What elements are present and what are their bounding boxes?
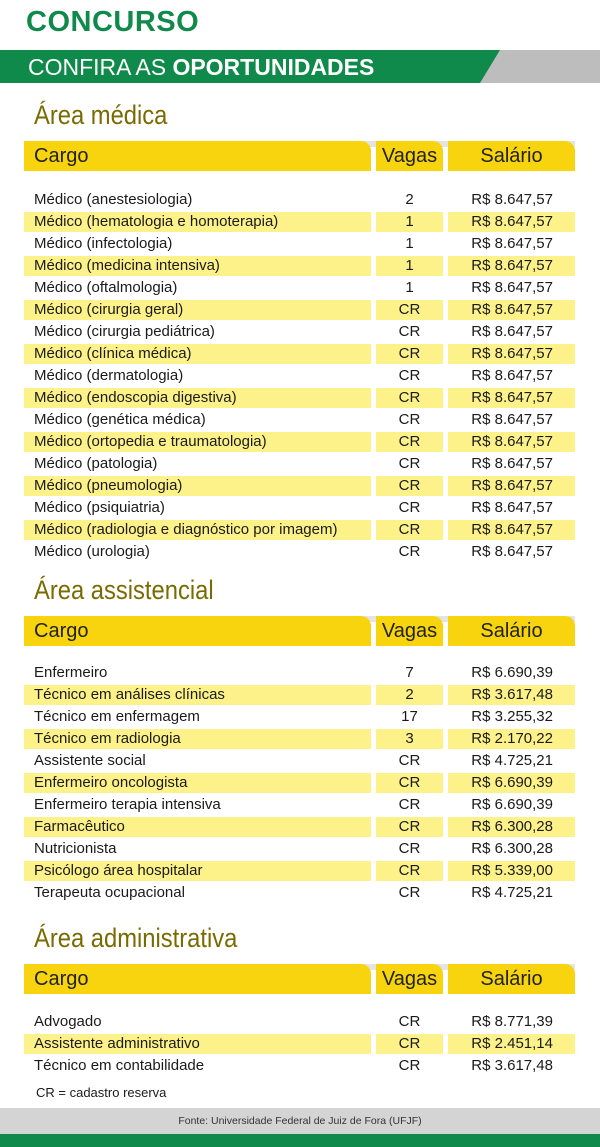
cell-salario: R$ 8.647,57 xyxy=(471,279,553,296)
cell-cargo: Médico (oftalmologia) xyxy=(34,279,178,296)
cell-salario: R$ 3.617,48 xyxy=(471,686,553,703)
table-rows xyxy=(24,189,575,563)
banner xyxy=(0,50,600,83)
cell-vagas: CR xyxy=(398,1013,421,1030)
cell-vagas: CR xyxy=(398,884,421,901)
table-row xyxy=(24,684,575,706)
cell-cargo: Assistente social xyxy=(34,752,146,769)
cell-salario: R$ 8.647,57 xyxy=(471,323,553,340)
cell-cargo: Técnico em radiologia xyxy=(34,730,181,747)
cell-vagas: 1 xyxy=(405,213,414,230)
cell-vagas: CR xyxy=(398,818,421,835)
cell-salario: R$ 8.647,57 xyxy=(471,455,553,472)
cell-salario: R$ 8.647,57 xyxy=(471,521,553,538)
table-rows xyxy=(24,662,575,904)
cell-cargo: Nutricionista xyxy=(34,840,117,857)
table-row xyxy=(24,321,575,343)
cell-vagas: CR xyxy=(398,774,421,791)
cell-vagas: 7 xyxy=(405,664,414,681)
cell-cargo: Médico (anestesiologia) xyxy=(34,191,193,208)
cell-vagas: 1 xyxy=(405,257,414,274)
cell-vagas: 3 xyxy=(405,730,414,747)
cell-cargo: Médico (patologia) xyxy=(34,455,158,472)
column-header-salario: Salário xyxy=(448,141,575,171)
table-row xyxy=(24,497,575,519)
cell-cargo: Médico (infectologia) xyxy=(34,235,173,252)
table-row xyxy=(24,233,575,255)
cell-salario: R$ 8.771,39 xyxy=(471,1013,553,1030)
cell-cargo: Médico (cirurgia geral) xyxy=(34,301,184,318)
column-header-cargo: Cargo xyxy=(24,141,371,171)
table-row xyxy=(24,189,575,211)
cell-salario: R$ 2.451,14 xyxy=(471,1035,553,1052)
cell-cargo: Médico (urologia) xyxy=(34,543,150,560)
footer xyxy=(0,1108,600,1134)
column-header-salario: Salário xyxy=(448,616,575,646)
table-row xyxy=(24,541,575,563)
cell-vagas: CR xyxy=(398,499,421,516)
table-row xyxy=(24,816,575,838)
cell-cargo: Terapeuta ocupacional xyxy=(34,884,185,901)
cell-salario: R$ 8.647,57 xyxy=(471,499,553,516)
cell-vagas: CR xyxy=(398,323,421,340)
cell-salario: R$ 6.690,39 xyxy=(471,774,553,791)
cell-cargo: Enfermeiro xyxy=(34,664,108,681)
table-row xyxy=(24,211,575,233)
cell-salario: R$ 3.617,48 xyxy=(471,1057,553,1074)
cell-vagas: 2 xyxy=(405,191,414,208)
cell-salario: R$ 8.647,57 xyxy=(471,301,553,318)
table-row xyxy=(24,838,575,860)
table-rows xyxy=(24,1011,575,1077)
cell-vagas: 17 xyxy=(401,708,418,725)
cell-salario: R$ 8.647,57 xyxy=(471,389,553,406)
cell-salario: R$ 6.300,28 xyxy=(471,818,553,835)
cell-salario: R$ 3.255,32 xyxy=(471,708,553,725)
cell-salario: R$ 6.690,39 xyxy=(471,664,553,681)
section-title: Área médica xyxy=(34,100,168,130)
table-row xyxy=(24,1011,575,1033)
table-row xyxy=(24,343,575,365)
cell-cargo: Técnico em enfermagem xyxy=(34,708,200,725)
table-row xyxy=(24,431,575,453)
cell-cargo: Médico (ortopedia e traumatologia) xyxy=(34,433,267,450)
cell-salario: R$ 2.170,22 xyxy=(471,730,553,747)
cell-cargo: Farmacêutico xyxy=(34,818,125,835)
column-header-cargo: Cargo xyxy=(24,964,371,994)
banner-prefix: CONFIRA AS xyxy=(28,54,173,80)
cell-salario: R$ 8.647,57 xyxy=(471,257,553,274)
table-row xyxy=(24,387,575,409)
cell-vagas: CR xyxy=(398,796,421,813)
cell-salario: R$ 4.725,21 xyxy=(471,884,553,901)
cell-vagas: CR xyxy=(398,1035,421,1052)
table-row xyxy=(24,772,575,794)
cell-cargo: Médico (radiologia e diagnóstico por imagem) xyxy=(34,521,338,538)
cell-salario: R$ 4.725,21 xyxy=(471,752,553,769)
table-row xyxy=(24,706,575,728)
cell-vagas: CR xyxy=(398,477,421,494)
column-header-vagas: Vagas xyxy=(376,964,443,994)
cell-salario: R$ 6.300,28 xyxy=(471,840,553,857)
cell-salario: R$ 8.647,57 xyxy=(471,235,553,252)
cell-salario: R$ 8.647,57 xyxy=(471,191,553,208)
cell-vagas: 1 xyxy=(405,235,414,252)
cell-vagas: CR xyxy=(398,455,421,472)
table-row xyxy=(24,453,575,475)
cell-salario: R$ 8.647,57 xyxy=(471,345,553,362)
table-row xyxy=(24,882,575,904)
section-title: Área administrativa xyxy=(34,923,238,953)
cell-cargo: Médico (endoscopia digestiva) xyxy=(34,389,237,406)
table-row xyxy=(24,365,575,387)
cell-salario: R$ 8.647,57 xyxy=(471,433,553,450)
table-row xyxy=(24,750,575,772)
cell-vagas: CR xyxy=(398,840,421,857)
cell-vagas: CR xyxy=(398,752,421,769)
cell-cargo: Técnico em contabilidade xyxy=(34,1057,205,1074)
source-credit: Fonte: Universidade Federal de Juiz de Fora (UFJF) xyxy=(178,1115,422,1127)
cell-vagas: CR xyxy=(398,367,421,384)
cell-salario: R$ 8.647,57 xyxy=(471,411,553,428)
table-row xyxy=(24,255,575,277)
cell-cargo: Enfermeiro terapia intensiva xyxy=(34,796,221,813)
cell-vagas: CR xyxy=(398,389,421,406)
cell-cargo: Médico (psiquiatria) xyxy=(34,499,165,516)
table-row xyxy=(24,794,575,816)
cell-salario: R$ 8.647,57 xyxy=(471,213,553,230)
cell-cargo: Médico (hematologia e homoterapia) xyxy=(34,213,279,230)
column-header-vagas: Vagas xyxy=(376,616,443,646)
cell-cargo: Médico (medicina intensiva) xyxy=(34,257,220,274)
cell-cargo: Enfermeiro oncologista xyxy=(34,774,188,791)
cell-vagas: CR xyxy=(398,1057,421,1074)
cell-vagas: CR xyxy=(398,543,421,560)
cell-cargo: Psicólogo área hospitalar xyxy=(34,862,203,879)
bottom-bar xyxy=(0,1134,600,1147)
cell-cargo: Advogado xyxy=(34,1013,102,1030)
table-row xyxy=(24,409,575,431)
banner-text xyxy=(28,54,374,81)
cell-vagas: CR xyxy=(398,301,421,318)
footnote-cr: CR = cadastro reserva xyxy=(36,1085,167,1100)
cell-cargo: Médico (pneumologia) xyxy=(34,477,183,494)
table-row xyxy=(24,277,575,299)
table-row xyxy=(24,519,575,541)
cell-vagas: CR xyxy=(398,521,421,538)
cell-cargo: Médico (dermatologia) xyxy=(34,367,184,384)
banner-bold: OPORTUNIDADES xyxy=(172,54,375,80)
cell-salario: R$ 8.647,57 xyxy=(471,367,553,384)
cell-vagas: CR xyxy=(398,411,421,428)
column-header-cargo: Cargo xyxy=(24,616,371,646)
cell-cargo: Médico (cirurgia pediátrica) xyxy=(34,323,215,340)
table-row xyxy=(24,475,575,497)
table-row xyxy=(24,662,575,684)
table-row xyxy=(24,860,575,882)
column-header-vagas: Vagas xyxy=(376,141,443,171)
cell-vagas: 1 xyxy=(405,279,414,296)
page-title: CONCURSO xyxy=(26,6,200,38)
cell-salario: R$ 6.690,39 xyxy=(471,796,553,813)
table-row xyxy=(24,1033,575,1055)
cell-cargo: Médico (genética médica) xyxy=(34,411,206,428)
table-row xyxy=(24,299,575,321)
cell-salario: R$ 8.647,57 xyxy=(471,477,553,494)
cell-cargo: Médico (clínica médica) xyxy=(34,345,192,362)
cell-vagas: CR xyxy=(398,862,421,879)
table-row xyxy=(24,1055,575,1077)
cell-vagas: CR xyxy=(398,433,421,450)
section-title: Área assistencial xyxy=(34,575,214,605)
cell-vagas: 2 xyxy=(405,686,414,703)
cell-cargo: Técnico em análises clínicas xyxy=(34,686,225,703)
cell-salario: R$ 8.647,57 xyxy=(471,543,553,560)
column-header-salario: Salário xyxy=(448,964,575,994)
table-row xyxy=(24,728,575,750)
cell-salario: R$ 5.339,00 xyxy=(471,862,553,879)
cell-vagas: CR xyxy=(398,345,421,362)
cell-cargo: Assistente administrativo xyxy=(34,1035,200,1052)
